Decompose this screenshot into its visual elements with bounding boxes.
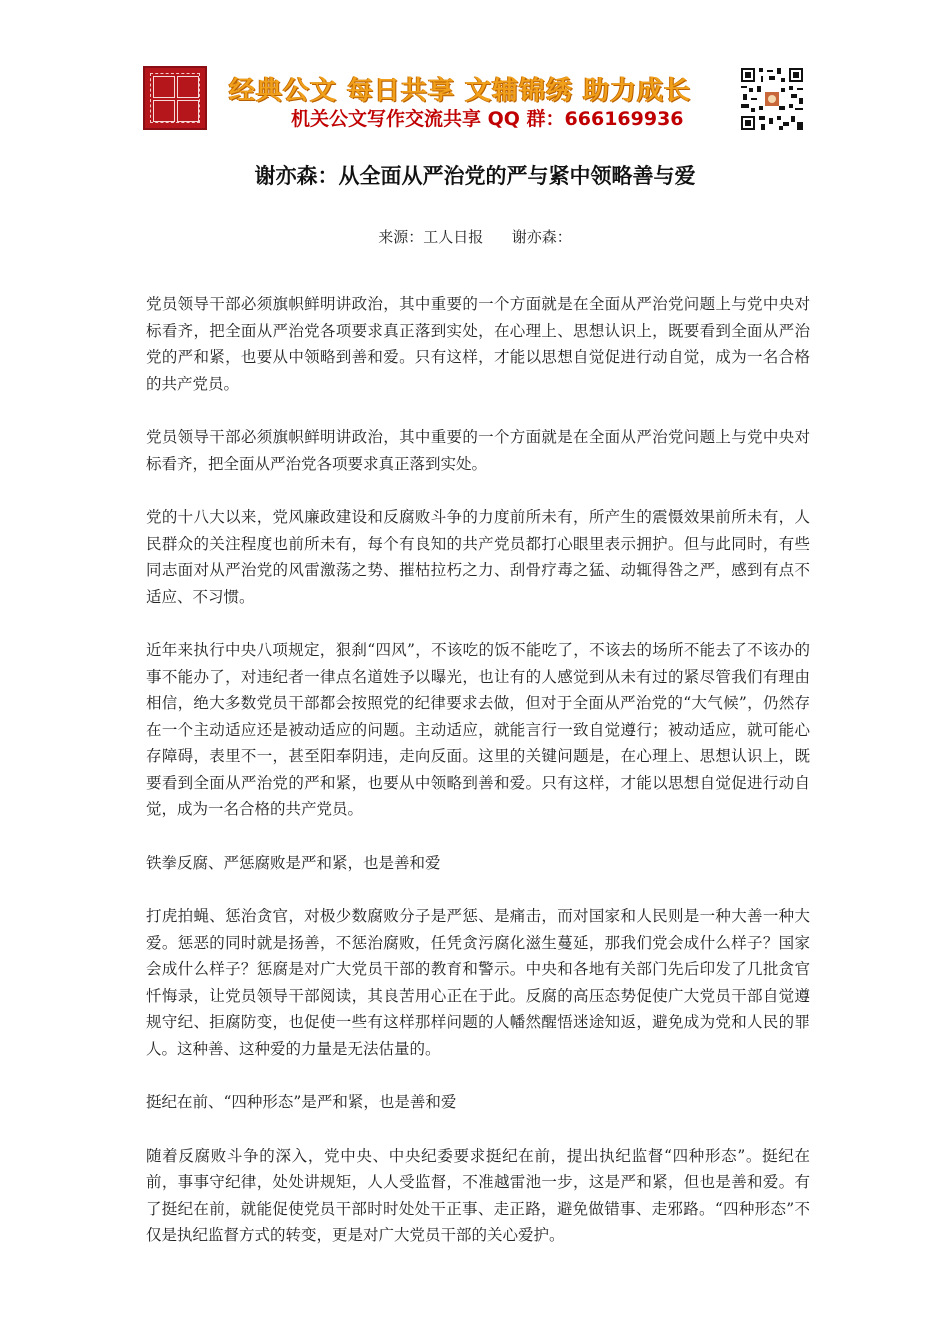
header-banner: [143, 66, 808, 134]
paragraph: 党的十八大以来，党风廉政建设和反腐败斗争的力度前所未有，所产生的震慑效果前所未有，人民群众的关注程度也前所未有，每个有良知的共产党员都打心眼里表示拥护。但与此同时，有些同志面对从严治党的风雷激荡之势、摧枯拉朽之力、刮骨疗毒之猛、动辄得咎之严，感到有点不适应、不习惯。: [146, 508, 810, 606]
logo-glyph-cell: [153, 76, 175, 98]
logo-glyph-cell: [177, 76, 199, 98]
paragraph: 随着反腐败斗争的深入，党中央、中央纪委要求挺纪在前，提出执纪监督“四种形态”。挺纪在前，事事守纪律，处处讲规矩，人人受监督，不准越雷池一步，这是严和紧，但也是善和爱。有了挺纪在前，就能促使党员干部时时处处干正事、走正路，避免做错事、走邪路。“四种形态”不仅是执纪监督方式的转变，更是对广大党员干部的关心爱护。: [146, 1146, 810, 1244]
article-source: 来源：工人日报 谢亦森：: [378, 228, 572, 246]
qr-code: [739, 66, 805, 132]
paragraph: 党员领导干部必须旗帜鲜明讲政治，其中重要的一个方面就是在全面从严治党问题上与党中央对标看齐，把全面从严治党各项要求真正落到实处。: [146, 428, 810, 473]
qq-group-line: 机关公文写作交流共享 QQ 群：666169936: [291, 108, 684, 130]
logo-glyph-cell: [177, 100, 199, 122]
article-body: [146, 291, 810, 1276]
logo-glyph-cell: [153, 100, 175, 122]
banner-slogan: 经典公文 每日共享 文辅锦绣 助力成长: [229, 76, 692, 106]
paragraph: 打虎拍蝇、惩治贪官，对极少数腐败分子是严惩、是痛击，而对国家和人民则是一种大善一种大爱。惩恶的同时就是扬善，不惩治腐败，任凭贪污腐化滋生蔓延，那我们党会成什么样子？国家会成什么样子？惩腐是对广大党员干部的教育和警示。中央和各地有关部门先后印发了几批贪官忏悔录，让党员领导干部阅读，其良苦用心正在于此。反腐的高压态势促使广大党员干部自觉遵规守纪、拒腐防变，也促使一些有这样那样问题的人幡然醒悟迷途知返，避免成为党和人民的罪人。这种善、这种爱的力量是无法估量的。: [146, 907, 810, 1058]
qr-code-icon: [739, 66, 805, 132]
brand-logo: [143, 66, 207, 130]
section-heading: 挺纪在前、“四种形态”是严和紧，也是善和爱: [146, 1093, 457, 1111]
article-title: 谢亦森：从全面从严治党的严与紧中领略善与爱: [254, 164, 696, 188]
paragraph: 党员领导干部必须旗帜鲜明讲政治，其中重要的一个方面就是在全面从严治党问题上与党中央对标看齐，把全面从严治党各项要求真正落到实处，在心理上、思想认识上，既要看到全面从严治党的严和紧，也要从中领略到善和爱。只有这样，才能以思想自觉促进行动自觉，成为一名合格的共产党员。: [146, 295, 810, 393]
section-heading: 铁拳反腐、严惩腐败是严和紧，也是善和爱: [146, 853, 441, 872]
paragraph: 近年来执行中央八项规定，狠刹“四风”，不该吃的饭不能吃了，不该去的场所不能去了不该办的事不能办了，对违纪者一律点名道姓予以曝光，也让有的人感觉到从未有过的紧尽管我们有理由相信，绝大多数党员干部都会按照党的纪律要求去做，但对于全面从严治党的“大气候”，仍然存在一个主动适应还是被动适应的问题。主动适应，就能言行一致自觉遵行；被动适应，就可能心存障碍，表里不一，甚至阳奉阴违，走向反面。这里的关键问题是，在心理上、思想认识上，既要看到全面从严治党的严和紧，也要从中领略到善和爱。只有这样，才能以思想自觉促进行动自觉，成为一名合格的共产党员。: [146, 641, 810, 818]
